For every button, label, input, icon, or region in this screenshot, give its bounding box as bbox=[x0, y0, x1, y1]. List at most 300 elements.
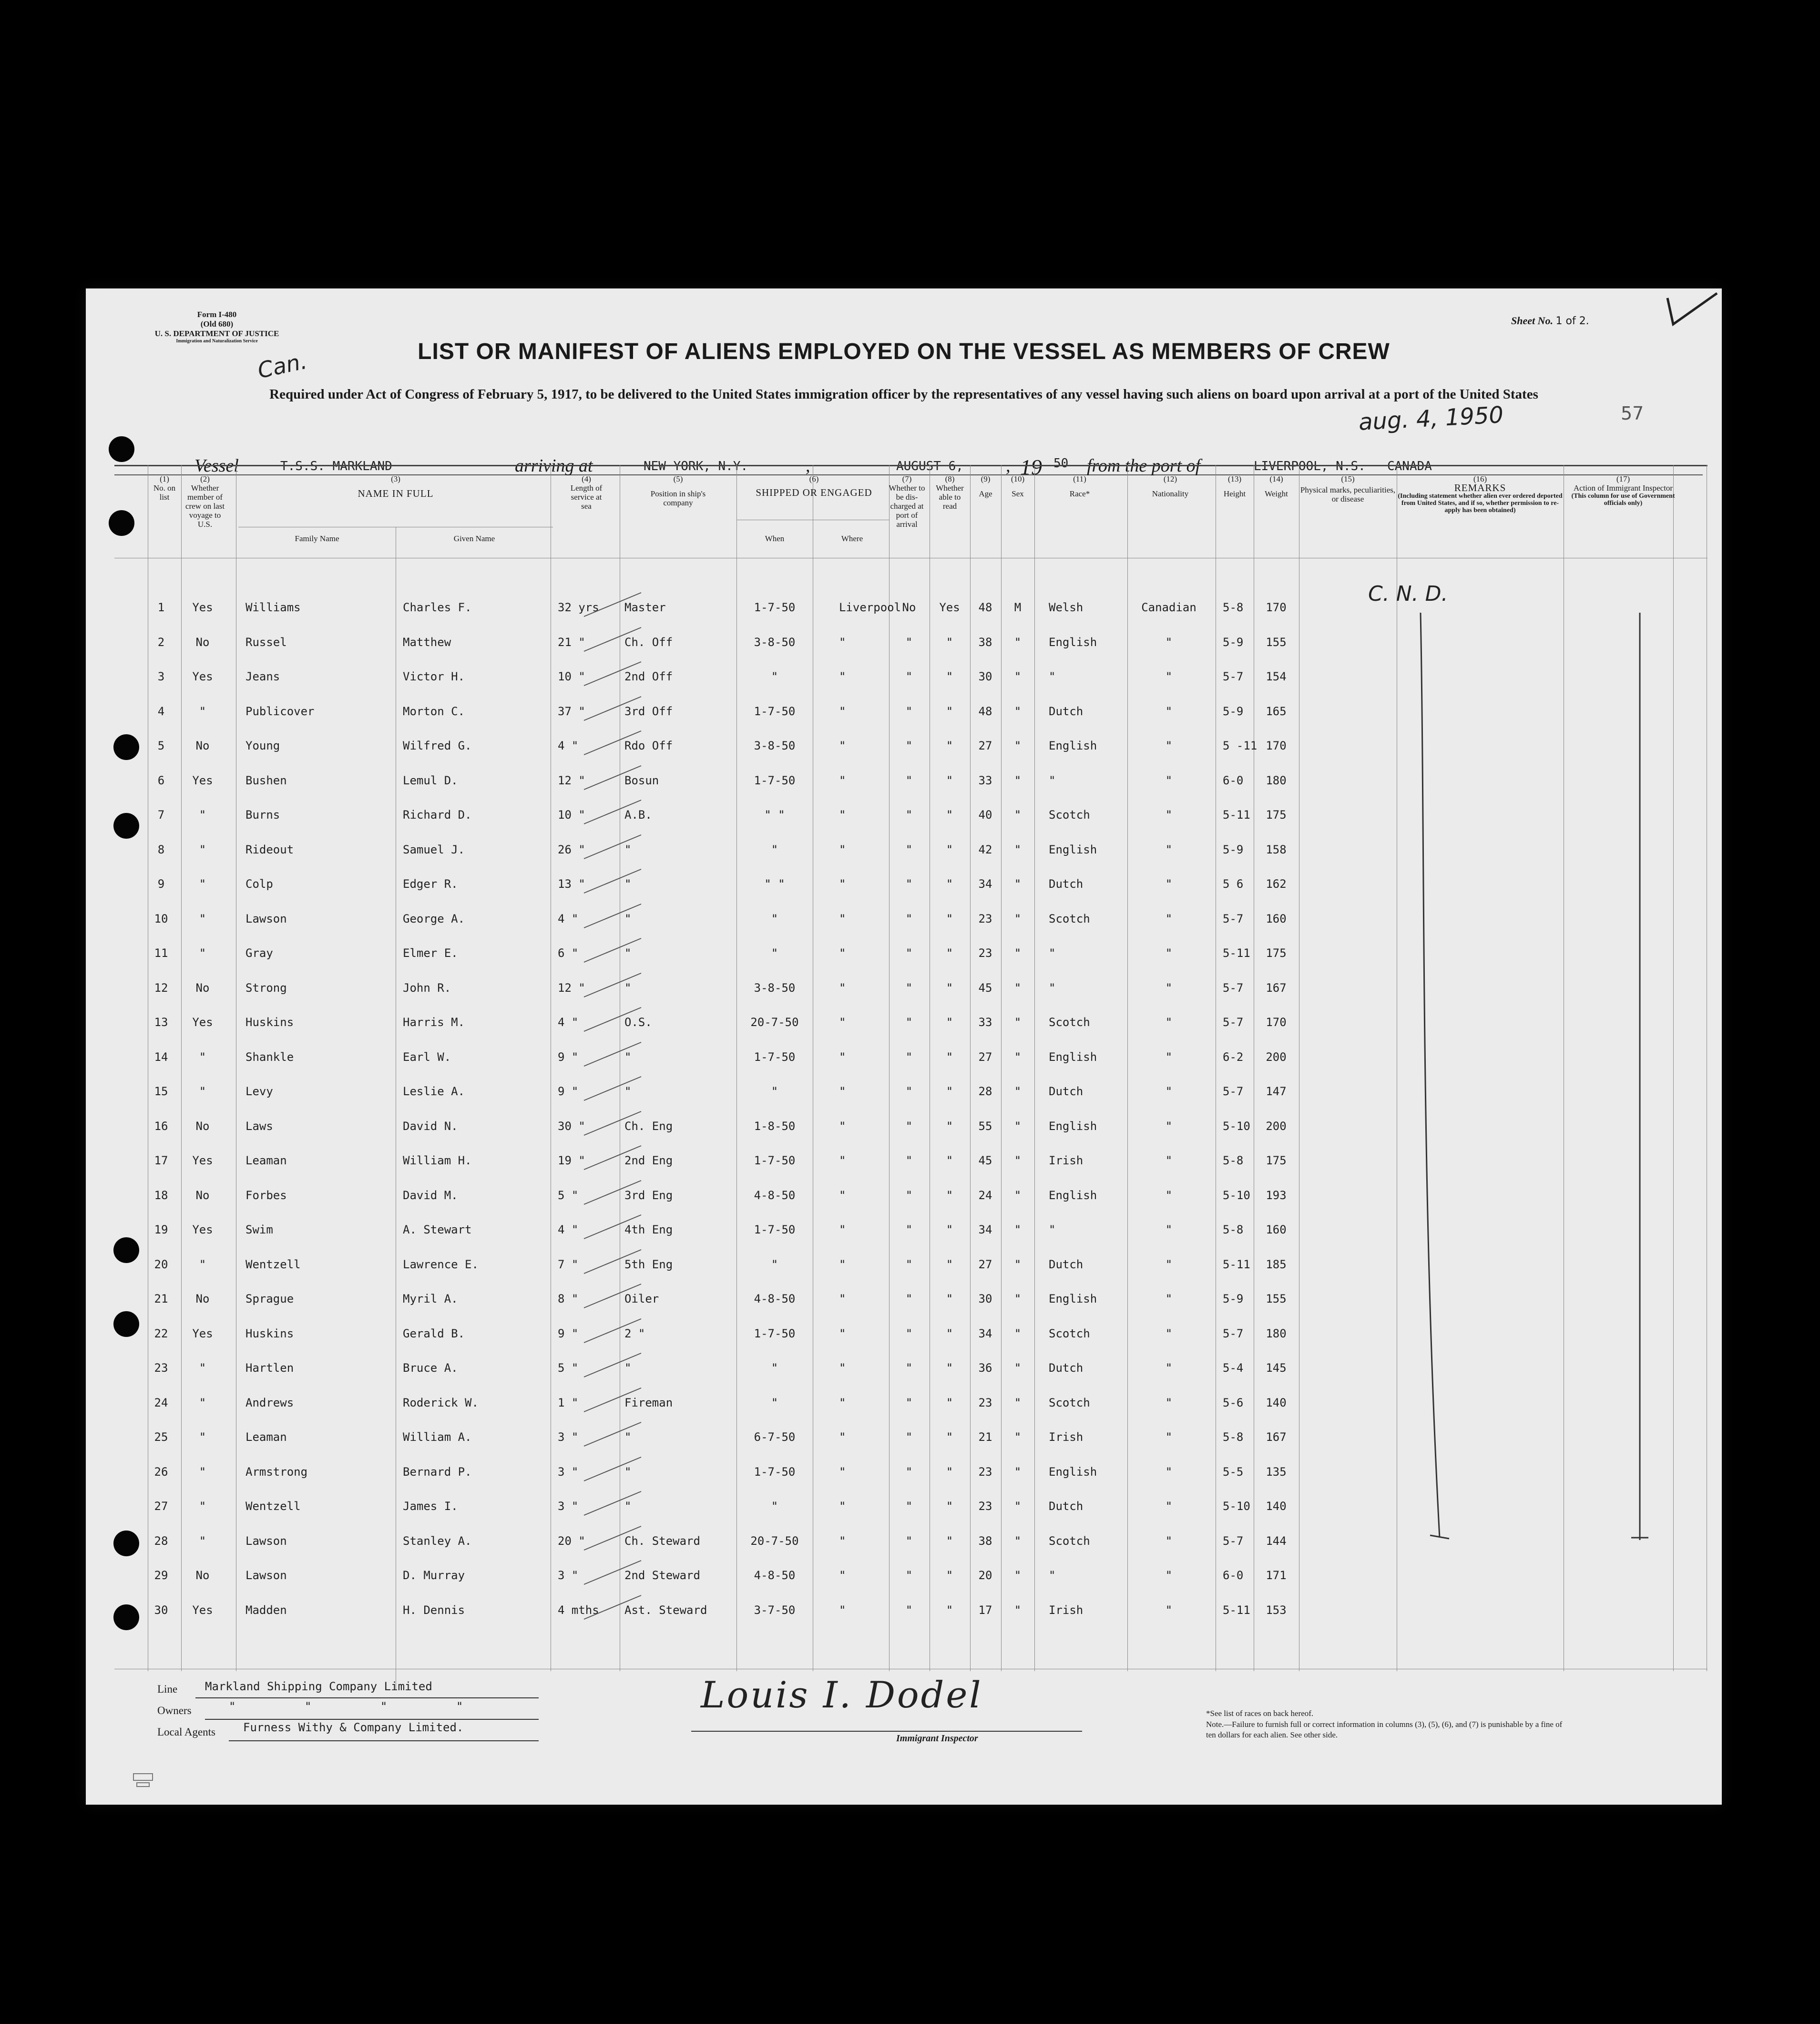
cell-position: " bbox=[624, 842, 632, 856]
cell-age: 20 bbox=[978, 1569, 992, 1582]
cell-race: English bbox=[1049, 842, 1097, 856]
service-check-mark-icon bbox=[582, 1282, 644, 1310]
cell-disch: " bbox=[905, 1188, 913, 1202]
service-check-mark-icon bbox=[582, 590, 644, 619]
service-check-mark-icon bbox=[582, 1489, 644, 1518]
cell-family: Bushen bbox=[245, 773, 287, 787]
cell-position: 4th Eng bbox=[624, 1223, 673, 1236]
cell-last: Yes bbox=[192, 1223, 213, 1236]
cell-given: Gerald B. bbox=[403, 1326, 465, 1340]
cell-read: " bbox=[946, 739, 953, 752]
line-rule bbox=[195, 1697, 539, 1698]
signature-rule bbox=[691, 1731, 1082, 1732]
cell-read: " bbox=[946, 1326, 953, 1340]
country: CANADA bbox=[1387, 459, 1432, 473]
cell-service: 9 " bbox=[558, 1085, 579, 1098]
cell-sex: " bbox=[1014, 1050, 1022, 1064]
cell-given: Charles F. bbox=[403, 601, 472, 614]
cell-where: " bbox=[839, 1430, 846, 1444]
cell-weight: 160 bbox=[1266, 912, 1287, 925]
cell-age: 27 bbox=[978, 1050, 992, 1064]
cell-last: " bbox=[199, 1465, 206, 1479]
cell-sex: " bbox=[1014, 739, 1022, 752]
cell-disch: " bbox=[905, 912, 913, 925]
cell-sex: " bbox=[1014, 808, 1022, 822]
cell-no: 1 bbox=[157, 601, 165, 614]
header-col-12: (12) Nationality bbox=[1152, 474, 1189, 498]
cell-position: Ch. Eng bbox=[624, 1119, 673, 1133]
column-rule bbox=[1001, 465, 1002, 1671]
cell-disch: " bbox=[905, 773, 913, 787]
cell-race: English bbox=[1049, 739, 1097, 752]
cell-where: " bbox=[839, 1154, 846, 1167]
cell-service: 9 " bbox=[558, 1050, 579, 1064]
cell-read: " bbox=[946, 1396, 953, 1409]
cell-given: John R. bbox=[403, 981, 451, 995]
cell-read: " bbox=[946, 1292, 953, 1305]
cell-weight: 193 bbox=[1266, 1188, 1287, 1202]
cell-height: 5-7 bbox=[1223, 1085, 1244, 1098]
cell-last: " bbox=[199, 1430, 206, 1444]
cell-nat: " bbox=[1165, 1326, 1173, 1340]
department: U. S. DEPARTMENT OF JUSTICE bbox=[154, 329, 279, 338]
cell-disch: " bbox=[905, 1257, 913, 1271]
cell-height: 6-2 bbox=[1223, 1050, 1244, 1064]
cell-where: " bbox=[839, 1534, 846, 1548]
cell-height: 5-7 bbox=[1223, 981, 1244, 995]
cell-disch: " bbox=[905, 1050, 913, 1064]
service-check-mark-icon bbox=[582, 832, 644, 861]
cell-no: 12 bbox=[154, 981, 168, 995]
service-check-mark-icon bbox=[582, 971, 644, 999]
cell-nat: " bbox=[1165, 877, 1173, 891]
cell-weight: 180 bbox=[1266, 773, 1287, 787]
cell-last: Yes bbox=[192, 1326, 213, 1340]
service-check-mark-icon bbox=[582, 867, 644, 895]
cell-age: 34 bbox=[978, 877, 992, 891]
cell-when: 1-7-50 bbox=[754, 1154, 796, 1167]
cell-family: Swim bbox=[245, 1223, 273, 1236]
cell-no: 9 bbox=[157, 877, 165, 891]
handwritten-date: aug. 4, 1950 bbox=[1358, 401, 1504, 436]
header-col-4: (4) Length of service at sea bbox=[570, 474, 603, 511]
cell-when: " bbox=[771, 670, 778, 683]
cell-nat: " bbox=[1165, 1569, 1173, 1582]
cell-sex: " bbox=[1014, 1430, 1022, 1444]
cell-given: Stanley A. bbox=[403, 1534, 472, 1548]
cell-position: " bbox=[624, 1500, 632, 1513]
cell-race: Scotch bbox=[1049, 1396, 1090, 1409]
punch-hole bbox=[113, 813, 139, 839]
owners-value: " " " " bbox=[229, 1700, 463, 1713]
cell-no: 10 bbox=[154, 912, 168, 925]
cell-age: 23 bbox=[978, 1500, 992, 1513]
cell-no: 24 bbox=[154, 1396, 168, 1409]
cell-last: " bbox=[199, 704, 206, 718]
cell-nat: " bbox=[1165, 1465, 1173, 1479]
cell-where: " bbox=[839, 1500, 846, 1513]
cell-family: Madden bbox=[245, 1603, 287, 1617]
cell-age: 45 bbox=[978, 1154, 992, 1167]
cell-sex: " bbox=[1014, 1603, 1022, 1617]
cell-age: 42 bbox=[978, 842, 992, 856]
cell-read: " bbox=[946, 1188, 953, 1202]
cell-sex: " bbox=[1014, 1292, 1022, 1305]
cell-last: " bbox=[199, 1534, 206, 1548]
cell-last: Yes bbox=[192, 773, 213, 787]
cell-given: James I. bbox=[403, 1500, 458, 1513]
service-check-mark-icon bbox=[582, 1420, 644, 1449]
cell-service: 5 " bbox=[558, 1188, 579, 1202]
cell-given: Earl W. bbox=[403, 1050, 451, 1064]
cell-nat: " bbox=[1165, 1361, 1173, 1375]
cell-height: 5-7 bbox=[1223, 670, 1244, 683]
cell-family: Laws bbox=[245, 1119, 273, 1133]
header-when: When bbox=[765, 534, 785, 543]
cell-no: 30 bbox=[154, 1603, 168, 1617]
cell-when: 3-8-50 bbox=[754, 981, 796, 995]
cell-last: No bbox=[195, 1188, 210, 1202]
cell-read: " bbox=[946, 635, 953, 649]
header-col-11: (11) Race* bbox=[1069, 474, 1090, 498]
cell-last: Yes bbox=[192, 1603, 213, 1617]
cell-sex: " bbox=[1014, 1361, 1022, 1375]
cell-family: Huskins bbox=[245, 1326, 294, 1340]
cell-last: " bbox=[199, 808, 206, 822]
cell-no: 2 bbox=[157, 635, 165, 649]
cell-when: 4-8-50 bbox=[754, 1188, 796, 1202]
cell-given: William H. bbox=[403, 1154, 472, 1167]
cell-nat: " bbox=[1165, 670, 1173, 683]
cell-no: 6 bbox=[157, 773, 165, 787]
local-agents-value: Furness Withy & Company Limited. bbox=[243, 1721, 464, 1734]
cell-position: Ast. Steward bbox=[624, 1603, 707, 1617]
cell-race: Scotch bbox=[1049, 912, 1090, 925]
cell-height: 5-8 bbox=[1223, 601, 1244, 614]
cell-family: Lawson bbox=[245, 1534, 287, 1548]
cell-no: 18 bbox=[154, 1188, 168, 1202]
cell-no: 8 bbox=[157, 842, 165, 856]
cell-given: Leslie A. bbox=[403, 1085, 465, 1098]
cell-weight: 153 bbox=[1266, 1603, 1287, 1617]
cell-age: 27 bbox=[978, 739, 992, 752]
cell-family: Jeans bbox=[245, 670, 280, 683]
handwritten-can: Can. bbox=[255, 348, 309, 384]
cell-last: " bbox=[199, 1500, 206, 1513]
cell-position: " bbox=[624, 1430, 632, 1444]
page-title: LIST OR MANIFEST OF ALIENS EMPLOYED ON THE VESSEL AS MEMBERS OF CREW bbox=[418, 339, 1390, 364]
service: Immigration and Naturalization Service bbox=[176, 339, 258, 344]
cell-age: 23 bbox=[978, 912, 992, 925]
punch-hole bbox=[113, 1237, 139, 1263]
cell-last: " bbox=[199, 1050, 206, 1064]
handwritten-cnd: C. N. D. bbox=[1368, 582, 1448, 606]
owners-rule bbox=[205, 1719, 539, 1720]
service-check-mark-icon bbox=[582, 936, 644, 965]
cell-nat: " bbox=[1165, 1085, 1173, 1098]
cell-when: 4-8-50 bbox=[754, 1292, 796, 1305]
cell-position: " bbox=[624, 912, 632, 925]
cell-sex: " bbox=[1014, 1154, 1022, 1167]
cell-when: 1-7-50 bbox=[754, 704, 796, 718]
check-mark-icon bbox=[1664, 284, 1721, 336]
cell-last: " bbox=[199, 946, 206, 960]
cell-age: 23 bbox=[978, 1396, 992, 1409]
cell-age: 45 bbox=[978, 981, 992, 995]
cell-given: Myril A. bbox=[403, 1292, 458, 1305]
cell-position: 3rd Eng bbox=[624, 1188, 673, 1202]
cell-nat: " bbox=[1165, 1223, 1173, 1236]
cell-height: 5-9 bbox=[1223, 842, 1244, 856]
cell-no: 20 bbox=[154, 1257, 168, 1271]
cell-service: 10 " bbox=[558, 670, 585, 683]
cell-where: " bbox=[839, 1292, 846, 1305]
cell-age: 30 bbox=[978, 670, 992, 683]
cell-no: 22 bbox=[154, 1326, 168, 1340]
cell-position: 2nd Off bbox=[624, 670, 673, 683]
column-rule bbox=[736, 465, 737, 1671]
cell-given: David N. bbox=[403, 1119, 458, 1133]
cell-age: 23 bbox=[978, 946, 992, 960]
owners-label: Owners bbox=[157, 1705, 192, 1716]
cell-sex: " bbox=[1014, 1465, 1022, 1479]
cell-position: " bbox=[624, 1050, 632, 1064]
cell-where: " bbox=[839, 946, 846, 960]
cell-sex: " bbox=[1014, 1188, 1022, 1202]
cell-height: 5-11 bbox=[1223, 946, 1250, 960]
punch-hole bbox=[113, 1531, 139, 1556]
cell-no: 7 bbox=[157, 808, 165, 822]
cell-sex: " bbox=[1014, 1569, 1022, 1582]
cell-race: Irish bbox=[1049, 1430, 1084, 1444]
cell-nat: " bbox=[1165, 1188, 1173, 1202]
cell-no: 4 bbox=[157, 704, 165, 718]
cell-where: Liverpool bbox=[839, 601, 901, 614]
cell-race: English bbox=[1049, 1119, 1097, 1133]
service-check-mark-icon bbox=[582, 729, 644, 757]
cell-no: 3 bbox=[157, 670, 165, 683]
cell-age: 33 bbox=[978, 773, 992, 787]
cell-no: 13 bbox=[154, 1016, 168, 1029]
cell-read: " bbox=[946, 1016, 953, 1029]
cell-read: " bbox=[946, 1534, 953, 1548]
cell-given: D. Murray bbox=[403, 1569, 465, 1582]
cell-nat: " bbox=[1165, 739, 1173, 752]
cell-position: Master bbox=[624, 601, 666, 614]
cell-when: " " bbox=[764, 808, 785, 822]
column-rule bbox=[889, 465, 890, 1671]
cell-age: 33 bbox=[978, 1016, 992, 1029]
header-col-14: (14) Weight bbox=[1265, 474, 1288, 498]
cell-where: " bbox=[839, 1223, 846, 1236]
cell-nat: " bbox=[1165, 912, 1173, 925]
cell-last: " bbox=[199, 1396, 206, 1409]
cell-where: " bbox=[839, 1465, 846, 1479]
cell-race: " bbox=[1049, 981, 1056, 995]
cell-where: " bbox=[839, 1603, 846, 1617]
cell-last: No bbox=[195, 635, 210, 649]
cell-read: " bbox=[946, 1569, 953, 1582]
cell-height: 6-0 bbox=[1223, 773, 1244, 787]
cell-sex: " bbox=[1014, 670, 1022, 683]
cell-weight: 170 bbox=[1266, 601, 1287, 614]
cell-read: " bbox=[946, 842, 953, 856]
cell-where: " bbox=[839, 1085, 846, 1098]
cell-service: 20 " bbox=[558, 1534, 585, 1548]
cell-family: Levy bbox=[245, 1085, 273, 1098]
cell-race: Irish bbox=[1049, 1603, 1084, 1617]
cell-given: William A. bbox=[403, 1430, 472, 1444]
cell-weight: 140 bbox=[1266, 1396, 1287, 1409]
cell-read: " bbox=[946, 1257, 953, 1271]
cell-when: " bbox=[771, 842, 778, 856]
cell-no: 15 bbox=[154, 1085, 168, 1098]
cell-given: Elmer E. bbox=[403, 946, 458, 960]
cell-nat: " bbox=[1165, 1500, 1173, 1513]
cell-family: Leaman bbox=[245, 1430, 287, 1444]
header-family-name: Family Name bbox=[295, 534, 339, 543]
vessel-label: Vessel bbox=[194, 456, 239, 476]
cell-race: Scotch bbox=[1049, 808, 1090, 822]
cell-service: 3 " bbox=[558, 1430, 579, 1444]
cell-disch: " bbox=[905, 1154, 913, 1167]
sheet-number bbox=[1511, 315, 1589, 327]
cell-disch: " bbox=[905, 1119, 913, 1133]
service-check-mark-icon bbox=[582, 1178, 644, 1207]
cell-last: Yes bbox=[192, 601, 213, 614]
cell-when: 6-7-50 bbox=[754, 1430, 796, 1444]
cell-position: Ch. Steward bbox=[624, 1534, 700, 1548]
cell-race: " bbox=[1049, 670, 1056, 683]
cell-weight: 145 bbox=[1266, 1361, 1287, 1375]
cell-read: " bbox=[946, 670, 953, 683]
cell-height: 5-8 bbox=[1223, 1430, 1244, 1444]
cell-nat: " bbox=[1165, 1292, 1173, 1305]
cell-read: " bbox=[946, 704, 953, 718]
cell-height: 6-0 bbox=[1223, 1569, 1244, 1582]
cell-where: " bbox=[839, 808, 846, 822]
cell-service: 6 " bbox=[558, 946, 579, 960]
cell-when: 3-8-50 bbox=[754, 739, 796, 752]
cell-disch: " bbox=[905, 635, 913, 649]
cell-weight: 155 bbox=[1266, 1292, 1287, 1305]
cell-disch: " bbox=[905, 1603, 913, 1617]
cell-race: English bbox=[1049, 635, 1097, 649]
cell-race: English bbox=[1049, 1465, 1097, 1479]
cell-when: 1-8-50 bbox=[754, 1119, 796, 1133]
cell-race: Dutch bbox=[1049, 704, 1084, 718]
cell-read: " bbox=[946, 1154, 953, 1167]
cell-no: 27 bbox=[154, 1500, 168, 1513]
cell-race: Dutch bbox=[1049, 1085, 1084, 1098]
cell-weight: 154 bbox=[1266, 670, 1287, 683]
cell-last: No bbox=[195, 1292, 210, 1305]
cell-where: " bbox=[839, 670, 846, 683]
cell-position: " bbox=[624, 946, 632, 960]
cell-disch: " bbox=[905, 1500, 913, 1513]
cell-sex: " bbox=[1014, 1257, 1022, 1271]
cell-given: Samuel J. bbox=[403, 842, 465, 856]
cell-nat: " bbox=[1165, 773, 1173, 787]
cell-race: Dutch bbox=[1049, 1361, 1084, 1375]
sheet-label: Sheet No. bbox=[1511, 315, 1553, 327]
cell-when: 4-8-50 bbox=[754, 1569, 796, 1582]
cell-last: Yes bbox=[192, 1154, 213, 1167]
cell-race: English bbox=[1049, 1292, 1097, 1305]
header-col-13: (13) Height bbox=[1223, 474, 1246, 498]
cell-service: 12 " bbox=[558, 981, 585, 995]
cell-position: " bbox=[624, 877, 632, 891]
page-stamp-number: 57 bbox=[1621, 403, 1644, 424]
cell-where: " bbox=[839, 1016, 846, 1029]
cell-position: 2 " bbox=[624, 1326, 645, 1340]
cell-last: No bbox=[195, 1119, 210, 1133]
cell-position: " bbox=[624, 1085, 632, 1098]
cell-read: " bbox=[946, 1119, 953, 1133]
cell-family: Young bbox=[245, 739, 280, 752]
cell-weight: 171 bbox=[1266, 1569, 1287, 1582]
service-check-mark-icon bbox=[582, 1040, 644, 1069]
cell-disch: " bbox=[905, 1465, 913, 1479]
cell-disch: " bbox=[905, 981, 913, 995]
cell-nat: " bbox=[1165, 704, 1173, 718]
cell-when: 1-7-50 bbox=[754, 1465, 796, 1479]
cell-disch: " bbox=[905, 1396, 913, 1409]
cell-position: " bbox=[624, 981, 632, 995]
cell-weight: 200 bbox=[1266, 1050, 1287, 1064]
service-check-mark-icon bbox=[582, 1212, 644, 1241]
cell-service: 3 " bbox=[558, 1465, 579, 1479]
cell-sex: " bbox=[1014, 981, 1022, 995]
comma: , bbox=[806, 456, 810, 476]
local-agents-label: Local Agents bbox=[157, 1726, 215, 1738]
cell-service: 3 " bbox=[558, 1500, 579, 1513]
cell-service: 37 " bbox=[558, 704, 585, 718]
cell-where: " bbox=[839, 1119, 846, 1133]
header-col-10: (10) Sex bbox=[1011, 474, 1025, 498]
arriving-port: NEW YORK, N.Y. bbox=[644, 459, 748, 473]
column-rule bbox=[1673, 465, 1674, 1671]
cell-height: 5-11 bbox=[1223, 808, 1250, 822]
cell-disch: " bbox=[905, 1292, 913, 1305]
cell-service: 12 " bbox=[558, 773, 585, 787]
cell-read: " bbox=[946, 1465, 953, 1479]
cell-disch: " bbox=[905, 1569, 913, 1582]
cell-age: 38 bbox=[978, 635, 992, 649]
cell-read: " bbox=[946, 1500, 953, 1513]
cell-read: Yes bbox=[939, 601, 960, 614]
cell-family: Sprague bbox=[245, 1292, 294, 1305]
cell-where: " bbox=[839, 877, 846, 891]
cell-sex: " bbox=[1014, 773, 1022, 787]
cell-last: " bbox=[199, 1257, 206, 1271]
cell-disch: " bbox=[905, 1361, 913, 1375]
punch-hole bbox=[113, 1311, 139, 1337]
cell-weight: 135 bbox=[1266, 1465, 1287, 1479]
cell-family: Wentzell bbox=[245, 1500, 301, 1513]
cell-nat: " bbox=[1165, 1534, 1173, 1548]
cell-service: 30 " bbox=[558, 1119, 585, 1133]
cell-height: 5-8 bbox=[1223, 1223, 1244, 1236]
cell-service: 3 " bbox=[558, 1569, 579, 1582]
cell-sex: " bbox=[1014, 1500, 1022, 1513]
cell-disch: " bbox=[905, 1085, 913, 1098]
service-check-mark-icon bbox=[582, 1247, 644, 1276]
cell-weight: 175 bbox=[1266, 1154, 1287, 1167]
cell-race: Scotch bbox=[1049, 1016, 1090, 1029]
cell-height: 5-7 bbox=[1223, 912, 1244, 925]
cell-where: " bbox=[839, 981, 846, 995]
